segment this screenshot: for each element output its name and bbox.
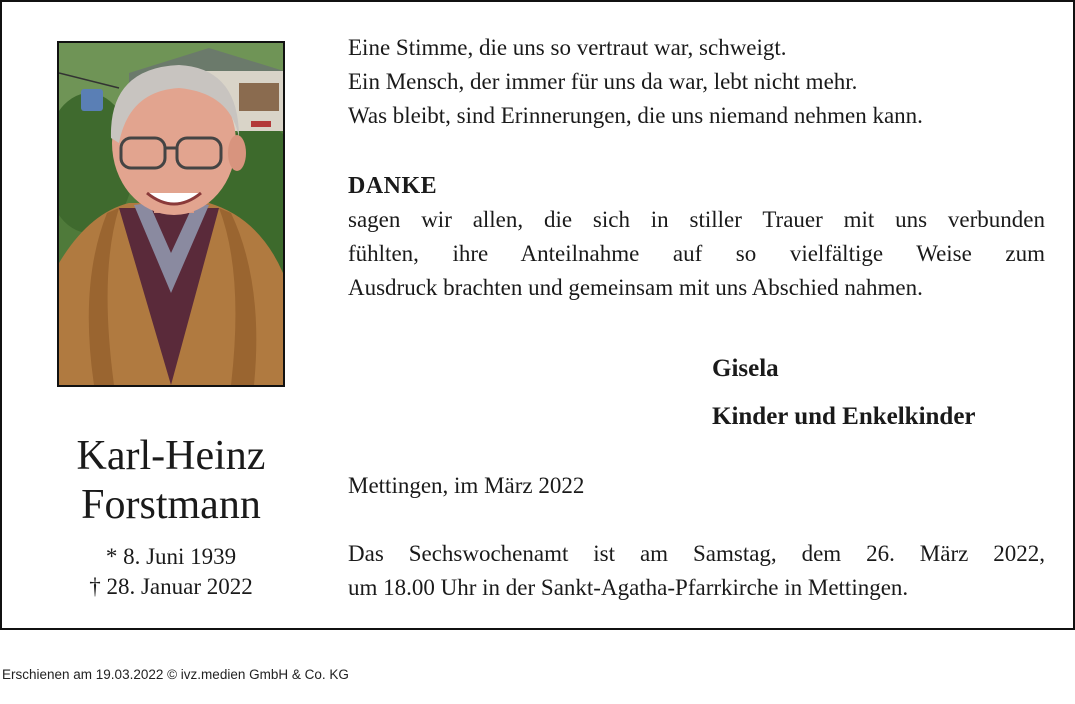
signature-line-1: Gisela [712,355,779,382]
mass-line-2: um 18.00 Uhr in der Sankt-Agatha-Pfarrkirche in Mettingen. [348,575,909,600]
poem-line-3: Was bleibt, sind Erinnerungen, die uns niemand nehmen kann. [348,103,923,128]
birth-date: * 8. Juni 1939 [105,544,237,569]
deceased-last-name: Forstmann [81,482,261,528]
thanks-line-1: sagen wir allen, die sich in stiller Trauer mit uns verbunden [348,207,1045,232]
death-date: † 28. Januar 2022 [89,574,253,599]
place-date: Mettingen, im März 2022 [348,473,585,498]
mass-line-1: Das Sechswochenamt ist am Samstag, dem 26. März 2022, [348,541,1045,566]
thanks-line-3: Ausdruck brachten und gemeinsam mit uns Abschied nahmen. [348,275,923,300]
portrait-image [59,43,283,385]
deceased-first-name: Karl-Heinz [76,433,266,479]
publication-footer: Erschienen am 19.03.2022 © ivz.medien GmbH & Co. KG [2,667,349,682]
portrait-photo [57,41,285,387]
poem-line-2: Ein Mensch, der immer für uns da war, lebt nicht mehr. [348,69,858,94]
poem-line-1: Eine Stimme, die uns so vertraut war, schweigt. [348,35,787,60]
signature-line-2: Kinder und Enkelkinder [712,403,976,430]
thanks-heading: DANKE [348,173,438,199]
thanks-line-2: fühlten, ihre Anteilnahme auf so vielfältige Weise zum [348,241,1045,266]
